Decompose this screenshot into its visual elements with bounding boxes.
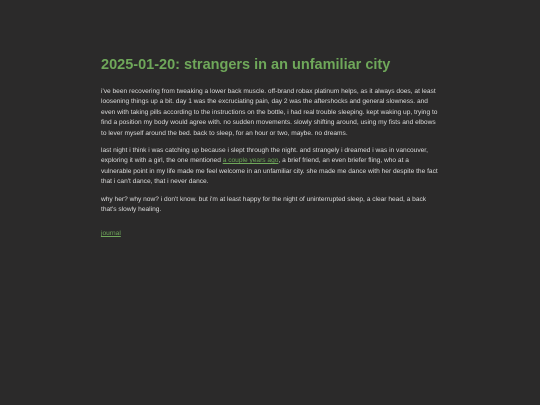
couple-years-ago-link[interactable]: a couple years ago [222, 157, 279, 165]
paragraph-1: i've been recovering from tweaking a lower back muscle. off-brand robax platinum helps, as it always does, at least loosening things up a bit. day 1 was the excruciating pain, day 2 was the aftershocks and general slowness. and even with taking pills according to the instructions on the bottle, i had real trouble sleeping. kept waking up, trying to find a position my body would agree with. no sudden movements. slowly shifting around, using my fists and elbows to lever myself around the bed. back to sleep, for an hour or two, maybe. no dreams. [101, 88, 438, 137]
journal-tag-link[interactable]: journal [101, 230, 121, 238]
paragraph-2-text-after: , a brief friend, an even briefer fling, who at a vulnerable point in my life made me feel welcome in an unfamiliar city. she made me dance with her despite the fact that i can't dance, that i never dance. [101, 157, 438, 186]
paragraph-2-text-before: last night i think i was catching up because i slept through the night. and strangely i dreamed i was in vancouver, exploring it with a girl, the one mentioned [101, 147, 428, 165]
paragraph-2 [101, 146, 441, 188]
post-title: 2025-01-20: strangers in an unfamiliar city [101, 57, 391, 73]
post-container [101, 40, 441, 240]
paragraph-3: why her? why now? i don't know. but i'm at least happy for the night of uninterrupted sleep, a clear head, a back that's slowly healing. [101, 195, 427, 214]
